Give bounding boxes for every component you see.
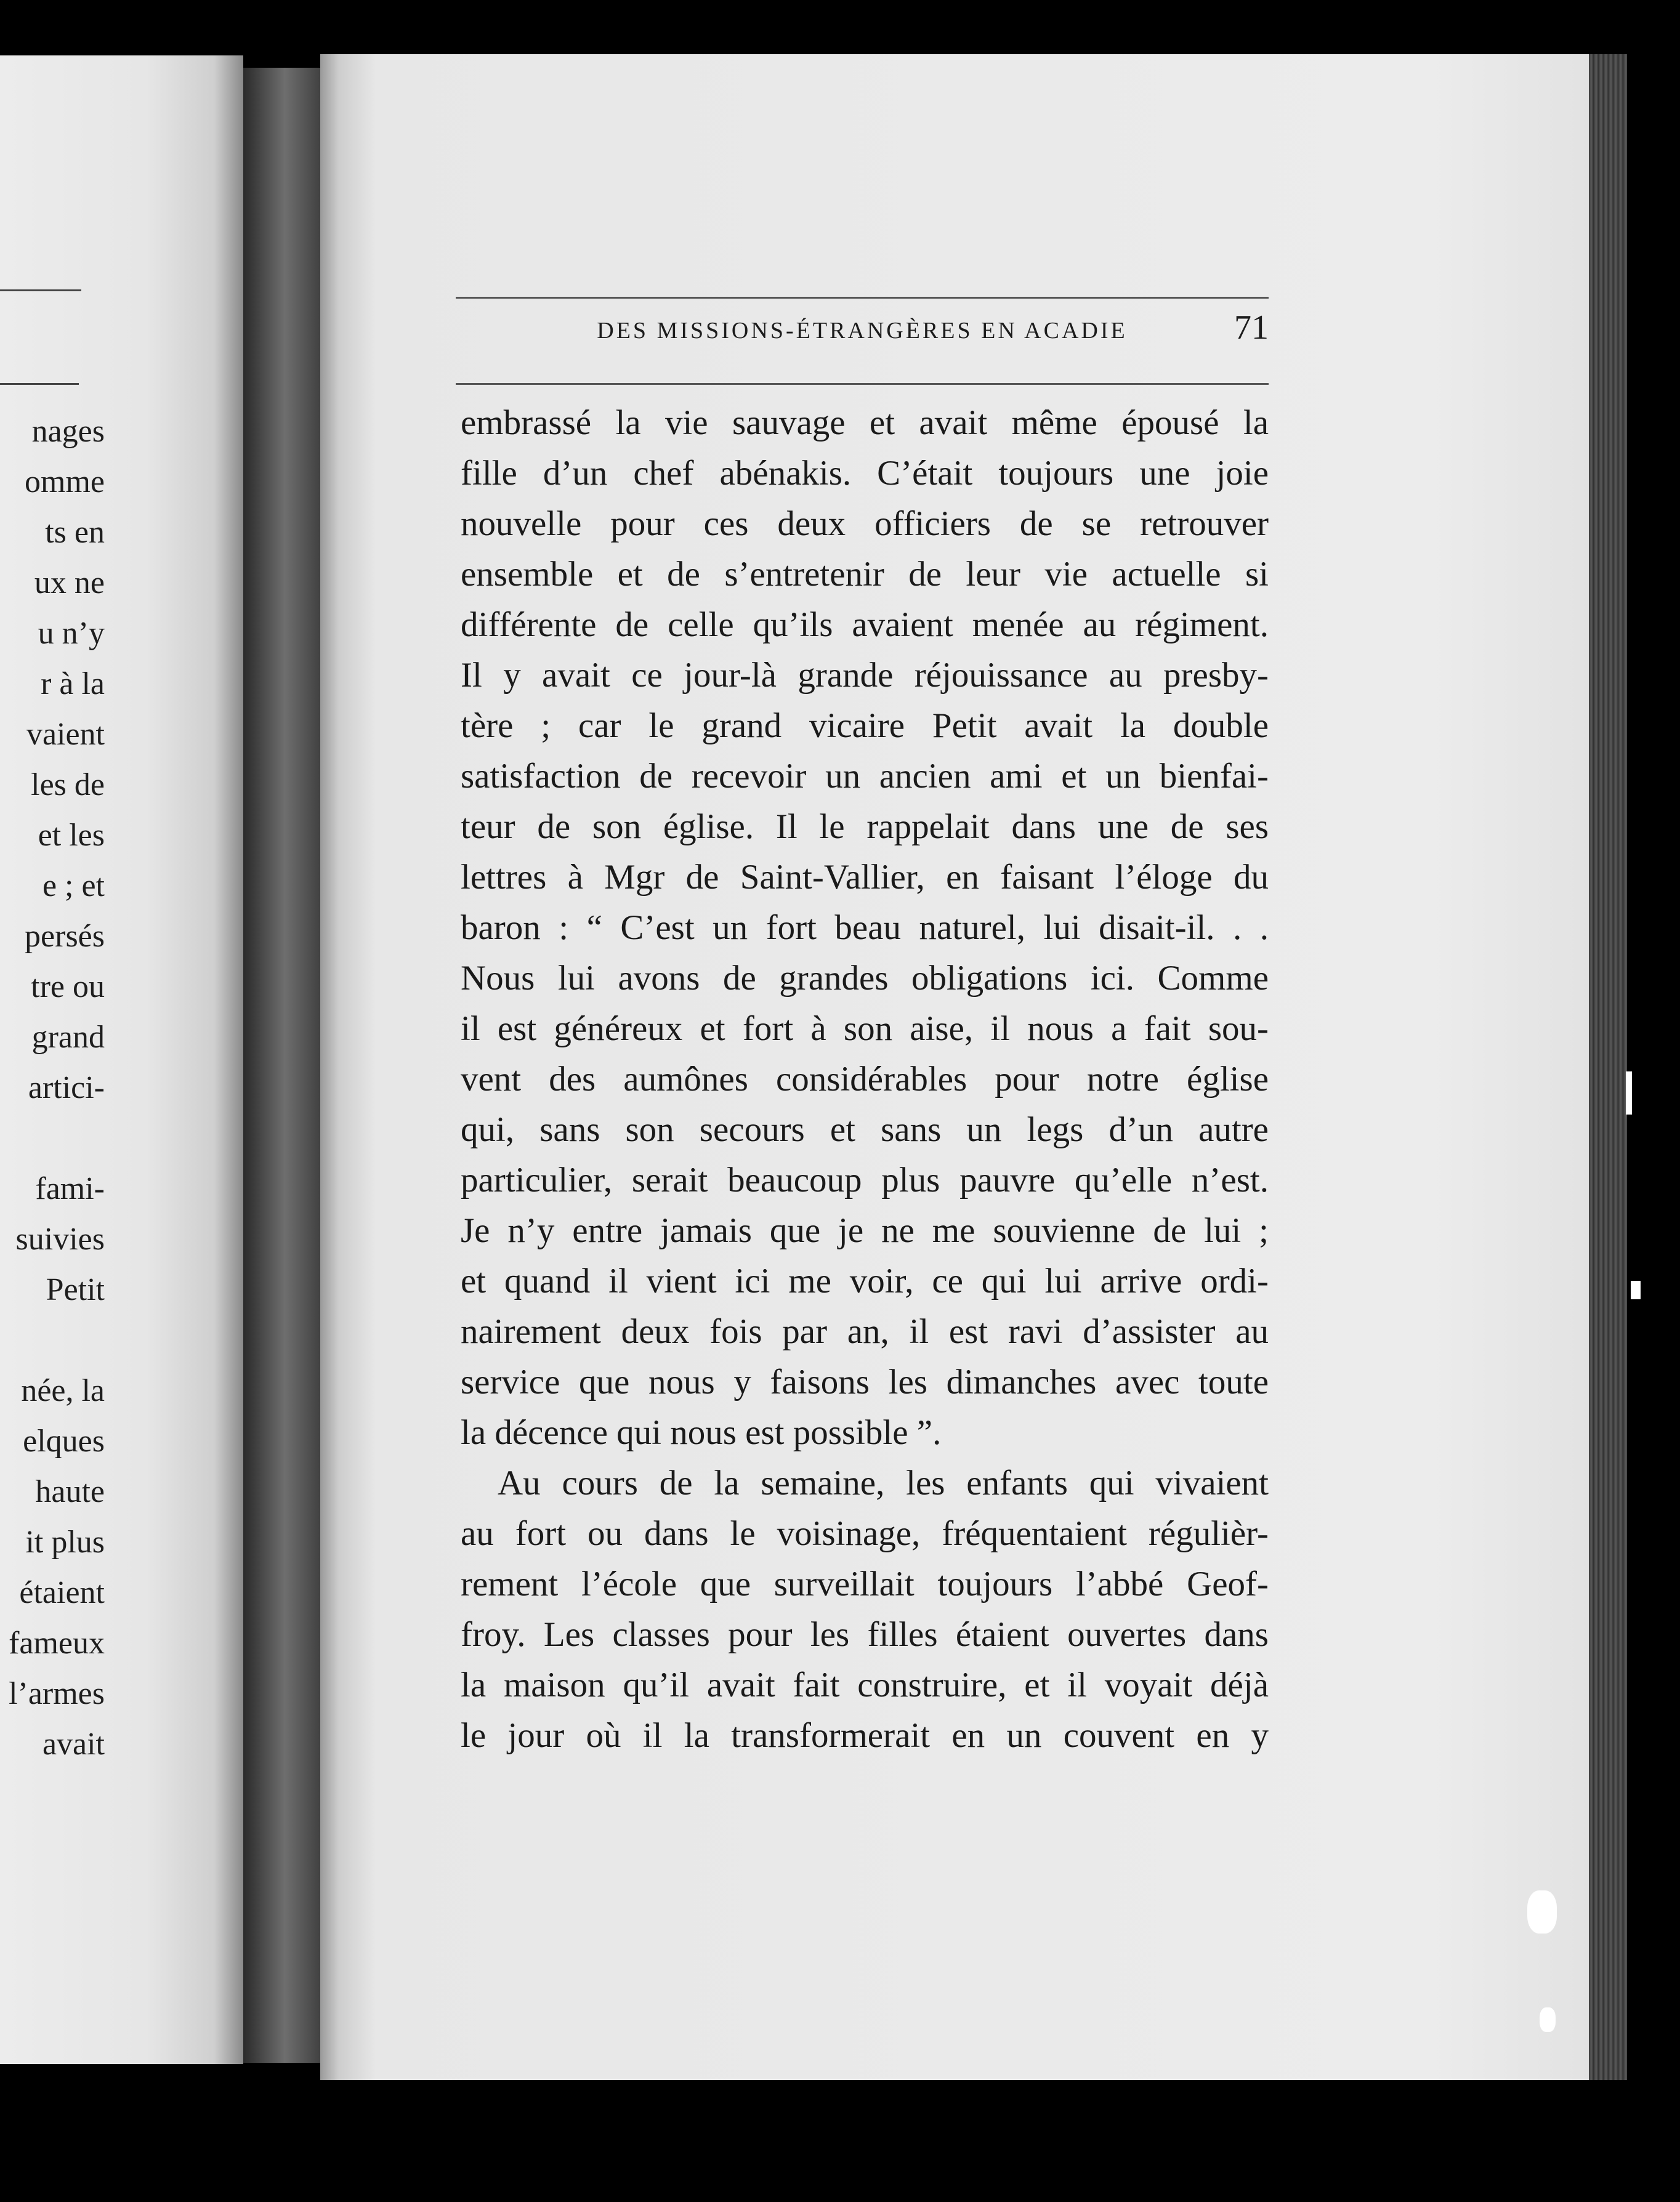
header-rule-bottom [456,383,1269,385]
left-line: ts en [45,515,105,550]
left-line: grand [31,1020,105,1055]
text-line: ensemble et de s’entretenir de leur vie actuelle si [461,555,1269,594]
running-head: DES MISSIONS-ÉTRANGÈRES EN ACADIE [597,318,1128,344]
text-line: Il y avait ce jour-là grande réjouissance au presby- [461,656,1269,695]
left-page [0,55,243,2064]
scan-speck [1631,1281,1641,1299]
left-line: haute [35,1474,105,1509]
left-line: étaient [19,1575,105,1610]
text-line: qui, sans son secours et sans un legs d’un autre [461,1110,1269,1149]
text-line: nairement deux fois par an, il est ravi d’assister au [461,1312,1269,1351]
text-line: Au cours de la semaine, les enfants qui vivaient [498,1464,1269,1502]
text-line: rement l’école que surveillait toujours l’abbé Geof- [461,1565,1269,1603]
left-line: u n’y [38,616,105,651]
left-line: tre ou [31,969,105,1004]
left-line: ux ne [34,565,105,600]
text-line: la décence qui nous est possible ”. [461,1413,942,1452]
left-header-rule-bottom [0,383,79,385]
scan-speck [1540,2007,1556,2032]
text-line: au fort ou dans le voisinage, fréquentaient régulièr- [461,1514,1269,1553]
scan-speck [1626,1071,1632,1115]
left-line: l’armes [9,1676,105,1711]
header-rule-top [456,297,1269,299]
left-line: vaient [26,717,105,752]
text-line: il est généreux et fort à son aise, il nous a fait sou- [461,1009,1269,1048]
text-line: lettres à Mgr de Saint-Vallier, en faisant l’éloge du [461,858,1269,897]
text-line: fille d’un chef abénakis. C’était toujours une joie [461,454,1269,493]
left-line: it plus [25,1525,105,1560]
left-line: avait [42,1727,105,1762]
left-line: née, la [21,1373,105,1408]
text-line: particulier, serait beaucoup plus pauvre qu’elle n’est. [461,1161,1269,1200]
left-line: les de [31,767,105,802]
left-line: suivies [15,1222,105,1257]
left-line [0,1315,105,1366]
text-line: Nous lui avons de grandes obligations ici. Comme [461,959,1269,998]
text-line: différente de celle qu’ils avaient menée au régiment. [461,605,1269,644]
body-text [461,398,1269,1761]
text-line: service que nous y faisons les dimanches avec toute [461,1363,1269,1401]
scan-speck [1527,1890,1557,1934]
text-line: embrassé la vie sauvage et avait même épousé la [461,403,1269,442]
left-line: elques [23,1424,105,1459]
text-line: et quand il vient ici me voir, ce qui lui arrive ordi- [461,1262,1269,1301]
text-line: Je n’y entre jamais que je ne me souvienne de lui ; [461,1211,1269,1250]
page-number: 71 [1234,309,1269,347]
left-line: r à la [41,666,105,701]
left-line: persés [25,919,105,954]
text-line: teur de son église. Il le rappelait dans une de ses [461,807,1269,846]
left-header-rule-top [0,289,81,291]
left-line: Petit [46,1272,105,1307]
text-line: baron : “ C’est un fort beau naturel, lui disait-il. . . [461,908,1269,947]
text-line: la maison qu’il avait fait construire, et il voyait déjà [461,1666,1269,1704]
text-line: satisfaction de recevoir un ancien ami et un bienfai- [461,757,1269,796]
page-edge [1589,54,1627,2080]
text-line: froy. Les classes pour les filles étaient ouvertes dans [461,1615,1269,1654]
left-line: artici- [28,1070,105,1105]
text-line: nouvelle pour ces deux officiers de se retrouver [461,504,1269,543]
left-line: et les [38,818,105,853]
left-line: fameux [9,1626,105,1661]
text-line: tère ; car le grand vicaire Petit avait la double [461,706,1269,745]
left-line: e ; et [42,868,105,903]
left-line: fami- [35,1171,105,1206]
text-line: le jour où il la transformerait en un couvent en y [461,1716,1269,1755]
left-line: nages [31,414,105,449]
text-line: vent des aumônes considérables pour notre église [461,1060,1269,1099]
left-line [0,1113,105,1164]
left-page-text [0,406,105,1770]
left-line: omme [25,464,105,499]
